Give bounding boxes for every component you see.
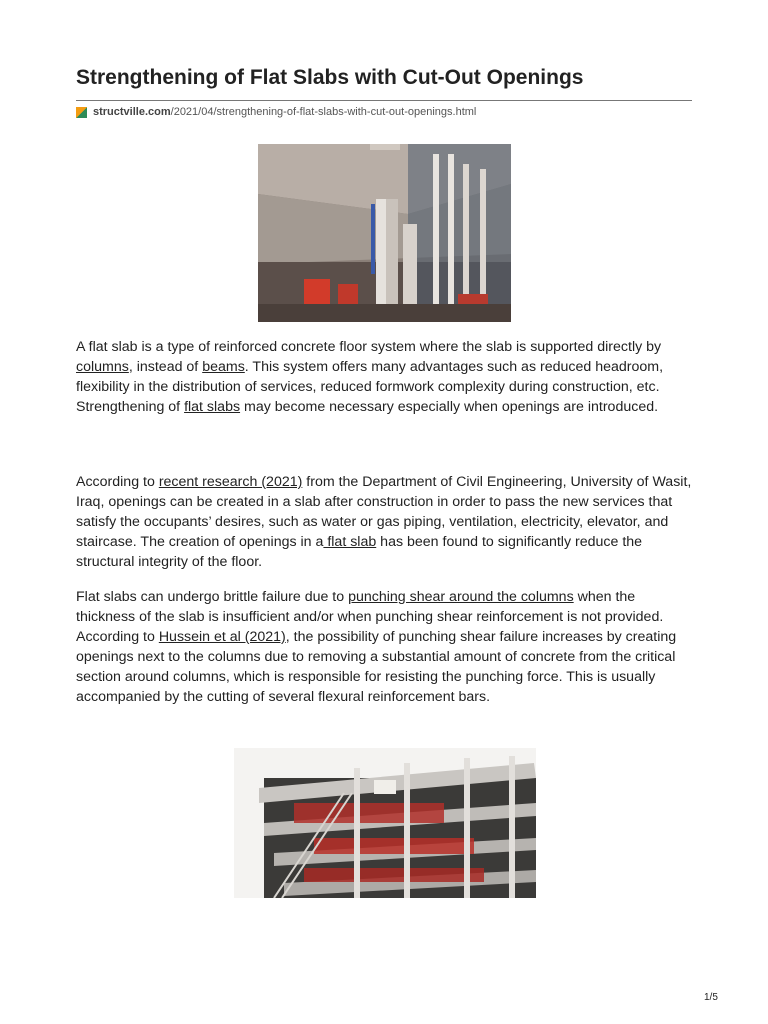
text-run: . This system offers many advantages such as reduced headroom, flexibility in the distribution of services, reduced formwork complexity during construction, etc. Strengthening of [76, 359, 664, 415]
text-run: , the possibility of punching shear failure increases by creating openings next to the columns due to removing a substantial amount of concrete from the critical section around columns, which is responsible for resisting the punching force. This is usually accompanied by the cutting of several flexural reinforcement bars. [76, 629, 677, 705]
link-beams[interactable]: beams [202, 359, 245, 375]
text-run: , instead of [128, 359, 203, 375]
paragraph-research [76, 472, 692, 572]
link-flat-slab[interactable]: flat slab [323, 534, 377, 550]
source-domain[interactable]: structville.com [93, 106, 171, 118]
text-run: A flat slab is a type of reinforced concrete floor system where the slab is supported directly by [76, 339, 662, 355]
flat-slab-photo [258, 144, 511, 322]
link-hussein-et-al[interactable]: Hussein et al (2021) [158, 629, 286, 645]
paragraph-intro [76, 337, 692, 417]
text-run: may become necessary especially when openings are introduced. [240, 399, 659, 415]
link-columns[interactable]: columns [76, 359, 129, 375]
text-run: Flat slabs can undergo brittle failure due to [76, 589, 349, 605]
link-flat-slabs[interactable]: flat slabs [184, 399, 241, 415]
paragraph-punching-shear [76, 587, 692, 707]
text-run: when the thickness of the slab is insufficient and/or when punching shear reinforcement is not provided. According to [76, 589, 664, 645]
source-url[interactable] [76, 106, 476, 118]
text-run: According to [76, 474, 159, 490]
page-number: 1/5 [704, 992, 718, 1003]
article-title: Strengthening of Flat Slabs with Cut-Out Openings [76, 66, 584, 89]
text-run: from the Department of Civil Engineering, University of Wasit, Iraq, openings can be created in a slab after construction in order to pass the new services that satisfy the occupants’ desires, such as water or gas piping, ventilation, electricity, elevator, and staircase. The creation of openings in a [76, 474, 692, 550]
link-recent-research[interactable]: recent research (2021) [158, 474, 303, 490]
title-divider [76, 100, 692, 101]
site-favicon-icon [76, 107, 87, 118]
link-punching-shear[interactable]: punching shear around the columns [348, 589, 574, 605]
building-construction-photo [234, 748, 536, 898]
text-run: has been found to significantly reduce the structural integrity of the floor. [76, 534, 643, 570]
source-path[interactable]: /2021/04/strengthening-of-flat-slabs-with-cut-out-openings.html [170, 106, 477, 118]
